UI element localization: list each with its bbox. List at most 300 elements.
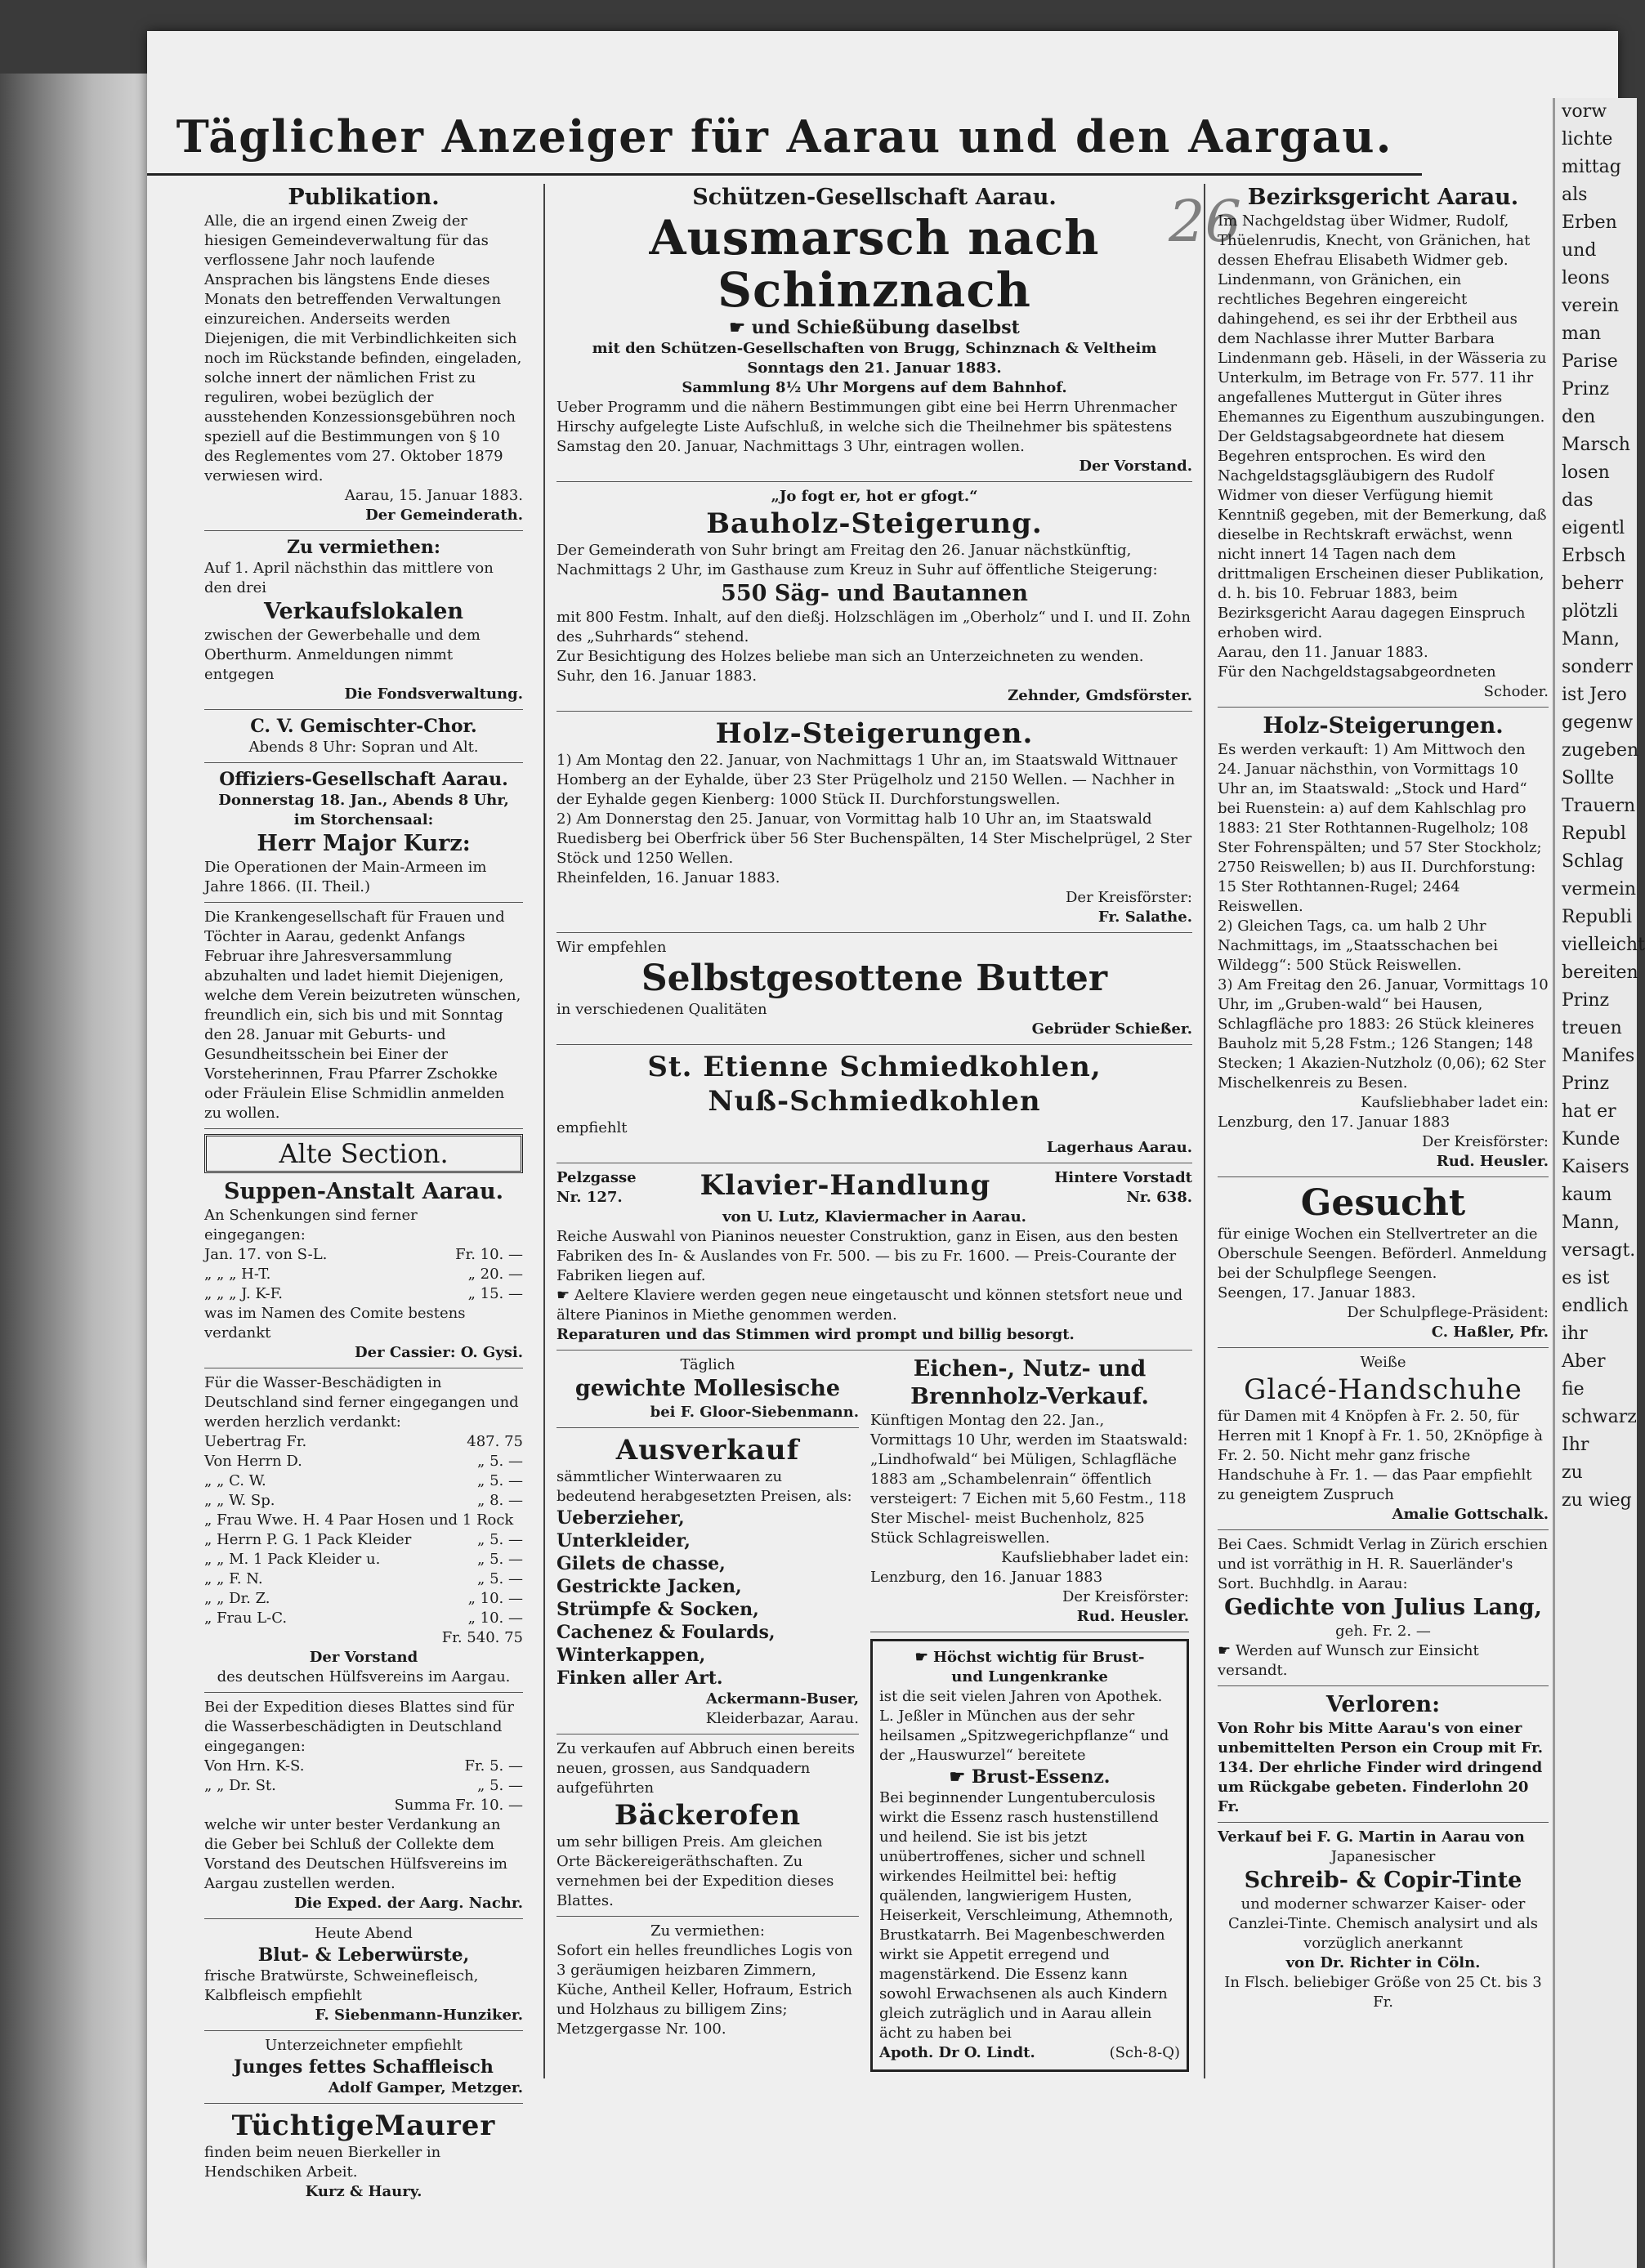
ad-title: Publikation.	[288, 185, 440, 210]
next-page-fragment: ihr	[1562, 1324, 1588, 1344]
ad-date: Lenzburg, den 16. Januar 1883	[870, 1569, 1103, 1586]
ad-body: in verschiedenen Qualitäten	[557, 1001, 767, 1018]
ad-title: Suppen-Anstalt Aarau.	[224, 1179, 503, 1204]
next-page-fragment: sonderr	[1562, 657, 1633, 677]
klavier-left-address	[557, 1168, 637, 1208]
donation-value: Fr. 5. —	[464, 1757, 523, 1775]
ad-body: Künftigen Montag den 22. Jan., Vormittags 10 Uhr, werden im Staatswald: „Lindhofwald“ bei Müligen, Schlagfläche 1883 am „Schambelenrain“ öffentlich versteigert: 7 Eichen mit 5,60 Festm., 118 Ster Mischel- meist Buchenholz, 825 Stück Schlagreiswellen.	[870, 1412, 1188, 1547]
ad-date: Lenzburg, den 17. Januar 1883	[1218, 1114, 1451, 1131]
ad-body: mit 800 Festm. Inhalt, auf den dießj. Holzschlägen im „Oberholz“ und I. und II. Zohn des „Suhrhards“ stehend.	[557, 609, 1191, 645]
next-page-fragment: gegenw	[1562, 712, 1634, 733]
address-line: Nr. 638.	[1126, 1189, 1192, 1206]
ad-signer: bei F. Gloor-Siebenmann.	[650, 1404, 859, 1421]
donation-value: „ 8. —	[477, 1492, 523, 1509]
ad-body: Bei beginnender Lungentuberculosis wirkt die Essenz rasch hustenstillend und heilend. Sie ist bis jetzt unübertroffenes, sicher und schnell wirkendes Heilmittel bei: heftig quälenden, langwierigem Husten, Heiserkeit, Verschleimung, Athemnoth, Brustkatarrh. Bei Magenbeschwerden wirkt sie Appetit erregend und magenstärkend. Die Essenz kann sowohl Erwachsenen als auch Kindern gleich zuträglich und in Aarau allein ächt zu haben bei	[879, 1789, 1173, 2042]
ad-signer: Der Kreisförster:	[1062, 1588, 1189, 1605]
next-page-fragment: Manifes	[1562, 1046, 1635, 1066]
ad-offiziers	[204, 768, 523, 903]
pointing-hand-icon: ☛	[914, 1649, 933, 1666]
donation-row	[204, 1589, 523, 1609]
carry-row	[204, 1432, 523, 1452]
ad-title: Holz-Steigerungen.	[1263, 713, 1504, 739]
next-page-fragment: zu	[1562, 1462, 1583, 1483]
ad-gesucht	[1218, 1182, 1549, 1348]
brust-footer	[879, 2043, 1180, 2063]
donation-label: „ Herrn P. G. 1 Pack Kleider	[204, 1531, 412, 1548]
ad-body: Die Operationen der Main-Armeen im Jahre 1866. (II. Theil.)	[204, 859, 487, 895]
mid-split-left	[557, 1355, 859, 2078]
ad-line: Weiße	[1360, 1354, 1406, 1371]
donation-list	[204, 1757, 523, 1796]
donation-row	[204, 1550, 523, 1569]
ad-eichen	[870, 1355, 1189, 1632]
ad-expedition	[204, 1698, 523, 1919]
ad-body: 1) Am Montag den 22. Januar, von Nachmittags 1 Uhr an, im Staatswald Wittnauer Homberg an der Eyhalde, über 23 Ster Prügelholz und 2150 Wellen. — Nachher in der Eyhalde gegen Kienberg: 1000 Stück II. Durchforstungswellen.	[557, 752, 1178, 808]
ad-body: Bei der Expedition dieses Blattes sind für die Wasserbeschädigten in Deutschland eingegangen:	[204, 1699, 515, 1755]
donation-label: „ „ C. W.	[204, 1472, 266, 1489]
next-page-fragment: Kunde	[1562, 1129, 1620, 1150]
donation-value: „ 10. —	[467, 1609, 523, 1627]
ad-body: Im Nachgeldstag über Widmer, Rudolf, Thüelenrudis, Knecht, von Gränichen, hat dessen Ehefrau Elisabeth Widmer geb. Lindenmann, von Gränichen, ein rechtliches Begehren eingereicht dahingehend, es sei ihr der Erbtheil aus dem Nachlasse ihrer Mutter Barbara Lindenmann geb. Häseli, in der Wässeria zu Unterkulm, im Betrage von Fr. 577. 11 ihr angefallenes Muttergut in Güter ihres Ehemannes zu Eigenthum auszubingungen. Der Geldstagsabgeordnete hat diesem Begehren entsprochen. Es wird den Nachgeldstagsgläubigern des Rudolf Widmer von dieser Verfügung hiemit Kenntniß gegeben, mit der Bemerkung, daß dieselbe in Rechtskraft erwächst, wenn nicht innert 14 Tagen nach dem drittmaligen Erscheinen dieser Publikation, d. h. bis 10. Februar 1883, beim Bezirksgericht Aarau dagegen Einspruch erhoben wird.	[1218, 212, 1547, 641]
ad-body: für Damen mit 4 Knöpfen à Fr. 2. 50, für Herren mit 1 Knopf à Fr. 1. 50, 2Knöpfige à Fr. 2. 50. Nicht mehr ganz frische Handschuhe à Fr. 1. — das Paar empfiehlt zu geneigtem Zuspruch	[1218, 1408, 1544, 1503]
ad-body: was im Namen des Comite bestens verdankt	[204, 1305, 466, 1342]
donation-label: „ „ Dr. St.	[204, 1777, 276, 1794]
ad-title: Eichen-, Nutz- und Brennholz-Verkauf.	[910, 1356, 1149, 1409]
ad-body: Auf 1. April nächsthin das mittlere von den drei	[204, 560, 494, 596]
donation-value: „ 5. —	[477, 1570, 523, 1587]
ad-signer: Zehnder, Gmdsförster.	[1008, 687, 1192, 704]
ad-wasser	[204, 1373, 523, 1693]
ad-headline-text: Brust-Essenz.	[971, 1766, 1111, 1788]
next-page-fragment: Sollte	[1562, 768, 1615, 788]
ad-vermiethen2	[557, 1922, 859, 2044]
ad-butter	[557, 938, 1192, 1045]
ad-title: Gedichte von Julius Lang,	[1224, 1595, 1542, 1620]
ad-signer: Lagerhaus Aarau.	[1046, 1139, 1192, 1156]
ad-line: Donnerstag 18. Jan., Abends 8 Uhr,	[218, 792, 509, 809]
page-number: 26	[1169, 188, 1242, 255]
ad-body: Zu verkaufen auf Abbruch einen bereits neuen, grossen, aus Sandquadern aufgeführten	[557, 1740, 856, 1797]
ad-body: Es werden verkauft: 1) Am Mittwoch den 24. Januar nächsthin, von Vormittags 10 Uhr an, im Staatswald: „Stock und Hard“ bei Ruenstein: a) auf dem Kahlschlag pro 1883: 21 Ster Rothtannen-Rugelholz; 108 Ster Fohrenspälten; und 57 Ster Stockholz; 2750 Reiswellen; b) aus II. Durchforstung: 15 Ster Rothtannen-Rugel; 2464 Reiswellen.	[1218, 741, 1542, 915]
ad-vermiethen	[204, 536, 523, 710]
ad-body: welche wir unter bester Verdankung an die Geber bei Schluß der Collekte dem Vorstand des Deutschen Hülfsvereins im Aargau zustellen werden.	[204, 1816, 507, 1892]
ad-title: Verloren:	[1325, 1692, 1441, 1717]
donation-value: „ 5. —	[477, 1472, 523, 1489]
next-page-fragment: Prinz	[1562, 990, 1610, 1011]
next-page-fragment: Schlag	[1562, 851, 1624, 872]
ad-brust-essenz	[870, 1639, 1189, 2072]
ad-title: Bezirksgericht Aarau.	[1247, 185, 1519, 210]
donation-value: „ 5. —	[477, 1453, 523, 1470]
ad-signer: Rud. Heusler.	[1076, 1608, 1189, 1625]
ad-line: Japanesischer	[1330, 1848, 1436, 1865]
ad-title: Glacé-Handschuhe	[1244, 1373, 1522, 1406]
next-page-fragment: beherr	[1562, 574, 1624, 594]
ad-body: für einige Wochen ein Stellvertreter an die Oberschule Seengen. Beförderl. Anmeldung bei der Schulpflege Seengen.	[1218, 1226, 1547, 1282]
ad-body: An Schenkungen sind ferner eingegangen:	[204, 1207, 418, 1243]
klavier-header	[557, 1168, 1192, 1208]
ad-title: Bäckerofen	[614, 1799, 802, 1832]
ad-body: und moderner schwarzer Kaiser- oder Canzlei-Tinte. Chemisch analysirt und als vorzüglich anerkannt	[1227, 1895, 1539, 1952]
next-page-fragment: Trauern	[1562, 796, 1636, 816]
ad-title: gewichte Mollesische	[574, 1376, 841, 1401]
ad-glace	[1218, 1353, 1549, 1530]
ad-title: Gesucht	[1300, 1182, 1466, 1224]
donation-row	[204, 1511, 523, 1530]
ad-signer: Der Kreisförster:	[1421, 1133, 1549, 1150]
next-page-fragment: hat er	[1562, 1101, 1616, 1122]
ad-body: Reiche Auswahl von Pianinos neuester Construktion, ganz in Eisen, aus den besten Fabriken des In- & Auslandes von Fr. 500. — bis zu Fr. 1600. — Preis-Courante der Fabriken liegen auf.	[557, 1228, 1178, 1284]
ad-holz-right	[1218, 712, 1549, 1177]
ad-fist-line	[557, 1286, 1192, 1325]
next-page-fragment: mittag	[1562, 157, 1621, 177]
ad-motto: „Jo fogt er, hot er gfogt.“	[771, 488, 978, 505]
donation-label: „ „ „ J. K-F.	[204, 1285, 284, 1302]
donation-label: „ Frau L-C.	[204, 1609, 288, 1627]
ad-title: und Lungenkranke	[951, 1668, 1108, 1685]
ad-body: 2) Gleichen Tags, ca. um halb 2 Uhr Nachmittags, im „Staatsschachen bei Wildegg“: 500 Stück Reiswellen.	[1218, 917, 1498, 974]
donation-row	[204, 1491, 523, 1511]
next-page-fragment: zu wieg	[1562, 1490, 1632, 1511]
item-list	[557, 1507, 859, 1690]
ad-body: 3) Am Freitag den 26. Januar, Vormittags 10 Uhr, im „Gruben-wald“ bei Hausen, Schlagfläche pro 1883: 26 Stück kleineres Bauholz mit 5,28 Fstm.; 126 Stangen; 148 Stecken; 1 Akazien-Nutzholz (0,06); 62 Ster Mischelkenreis zu Besen.	[1218, 976, 1549, 1092]
next-page-fragment: Republi	[1562, 907, 1632, 927]
ad-bezirksgericht	[1218, 184, 1549, 708]
ad-headline: Verkaufslokalen	[263, 599, 464, 624]
ad-kranken	[204, 908, 523, 1129]
donation-value: „ 15. —	[467, 1285, 523, 1302]
next-page-edge	[1553, 98, 1645, 2268]
ad-date: Aarau, den 11. Januar 1883.	[1218, 644, 1428, 661]
ad-kohlen	[557, 1050, 1192, 1163]
ad-line: Verkauf bei F. G. Martin in Aarau von	[1218, 1828, 1525, 1846]
ad-title: Ausmarsch nach Schinznach	[649, 210, 1100, 318]
donation-label: „ Frau Wwe. H. 4 Paar Hosen und 1 Rock	[204, 1511, 514, 1529]
ad-date: Seengen, 17. Januar 1883.	[1218, 1284, 1416, 1301]
ad-total: Summa Fr. 10. —	[394, 1797, 523, 1814]
ad-body: Bei Caes. Schmidt Verlag in Zürich erschien und ist vorräthig in H. R. Sauerländer's Sort. Buchhdlg. in Aarau:	[1218, 1536, 1548, 1592]
ad-line: Kaufsliebhaber ladet ein:	[1001, 1549, 1189, 1566]
ad-line: Heute Abend	[315, 1925, 413, 1942]
ad-schuetzen	[557, 184, 1192, 482]
ad-signer: Kleiderbazar, Aarau.	[705, 1710, 859, 1727]
donation-label: „ „ Dr. Z.	[204, 1590, 270, 1607]
next-page-fragment: Mann,	[1562, 629, 1620, 650]
next-page-fragment: Erben	[1562, 212, 1617, 233]
ad-molle	[557, 1355, 859, 1428]
next-page-fragment: fie	[1562, 1379, 1585, 1400]
next-page-fragment: Aber	[1562, 1351, 1606, 1372]
mid-split	[557, 1355, 1192, 2078]
ad-society: Schützen-Gesellschaft Aarau.	[692, 185, 1057, 210]
ad-line: Sammlung 8½ Uhr Morgens auf dem Bahnhof.	[682, 379, 1067, 396]
next-page-fragment: und	[1562, 240, 1597, 261]
ad-title: Offiziers-Gesellschaft Aarau.	[219, 769, 508, 790]
ad-signer: Adolf Gamper, Metzger.	[328, 2079, 523, 2096]
ad-line: Kaufsliebhaber ladet ein:	[1361, 1094, 1549, 1111]
ad-publikation	[204, 184, 523, 531]
pointing-hand-icon: ☛	[1218, 1642, 1236, 1659]
next-page-fragment: verein	[1562, 296, 1620, 316]
next-page-fragment: Ihr	[1562, 1435, 1589, 1455]
next-page-fragment: man	[1562, 324, 1602, 344]
donation-list	[204, 1245, 523, 1304]
ad-total: Fr. 540. 75	[441, 1629, 523, 1646]
donation-value: „ 5. —	[477, 1777, 523, 1794]
next-page-fragment: Kaisers	[1562, 1157, 1629, 1177]
ad-subtitle	[557, 316, 1192, 339]
ad-title: Blut- & Leberwürste,	[257, 1944, 470, 1966]
ad-body: Werden auf Wunsch zur Einsicht versandt.	[1218, 1642, 1479, 1679]
ad-signer: Der Kreisförster:	[1065, 889, 1192, 906]
ad-maurer	[204, 2109, 523, 2207]
carry-label: Uebertrag Fr.	[204, 1433, 307, 1450]
next-page-fragment: den	[1562, 407, 1596, 427]
ad-body: Zur Besichtigung des Holzes beliebe man sich an Unterzeichneten zu wenden.	[557, 648, 1144, 665]
ad-line: Täglich	[680, 1356, 735, 1373]
alte-section-box: Alte Section.	[204, 1134, 523, 1173]
mid-split-right	[870, 1355, 1189, 2078]
ad-line: Sonntags den 21. Januar 1883.	[747, 359, 1002, 377]
pointing-hand-icon: ☛	[949, 1766, 972, 1788]
next-page-fragment: plötzli	[1562, 601, 1618, 622]
ad-title: Holz-Steigerungen.	[715, 717, 1034, 750]
ausverkauf-item: Finken aller Art.	[557, 1668, 723, 1689]
next-page-fragment: Prinz	[1562, 1074, 1610, 1094]
ad-body: 2) Am Donnerstag den 25. Januar, von Vormittag halb 10 Uhr an, im Staatswald Ruedisberg bei Oberfrick über 56 Ster Buchenspälten, 14 Ster Mischelprügel, 2 Ster Stöck und 1250 Wellen.	[557, 810, 1192, 867]
next-page-fragment: treuen	[1562, 1018, 1622, 1038]
ad-chor	[204, 715, 523, 763]
left-column	[204, 184, 523, 2212]
ad-title: Zu vermiethen:	[287, 537, 440, 558]
ad-signer: Der Cassier: O. Gysi.	[355, 1344, 523, 1361]
ad-title: Bauholz-Steigerung.	[706, 507, 1043, 540]
ad-body: Aeltere Klaviere werden gegen neue eingetauscht und können stetsfort neue und ältere Pianinos in Miethe genommen werden.	[557, 1287, 1183, 1324]
donation-value: „ 5. —	[477, 1551, 523, 1568]
ad-code: (Sch-8-Q)	[1109, 2044, 1180, 2061]
ad-body: Sofort ein helles freundliches Logis von 3 geräumigen heizbaren Zimmern, Küche, Antheil Keller, Hofraum, Estrich und Holzhaus zu billigem Zins; Metzgergasse Nr. 100.	[557, 1942, 853, 2038]
next-page-fragment: das	[1562, 490, 1594, 511]
ad-body: zwischen der Gewerbehalle und dem Oberthurm. Anmeldungen nimmt entgegen	[204, 627, 481, 683]
donation-row	[204, 1284, 523, 1304]
right-column	[1218, 184, 1549, 2022]
next-page-fragment: leons	[1562, 268, 1610, 288]
next-page-fragment: als	[1562, 185, 1588, 205]
donation-label: „ „ „ H-T.	[204, 1266, 271, 1283]
ausverkauf-item: Ueberzieher,	[557, 1507, 685, 1529]
ad-title: Zu vermiethen:	[650, 1922, 765, 1940]
donation-label: „ „ M. 1 Pack Kleider u.	[204, 1551, 381, 1568]
ad-date: Aarau, 15. Januar 1883.	[344, 487, 523, 504]
ausverkauf-item: Cachenez & Foulards,	[557, 1622, 776, 1643]
next-page-fragment: Marsch	[1562, 435, 1630, 455]
next-page-fragment: vermein	[1562, 879, 1637, 900]
ad-headline: Herr Major Kurz:	[257, 831, 471, 856]
ad-title	[879, 1648, 1180, 1668]
ad-verloren	[1218, 1691, 1549, 1823]
ad-line: von Dr. Richter in Cöln.	[1285, 1954, 1481, 1971]
ad-tinte	[1218, 1828, 1549, 2017]
ad-line: von U. Lutz, Klaviermacher in Aarau.	[722, 1208, 1026, 1226]
ad-klavier	[557, 1168, 1192, 1351]
ausverkauf-item: Gestrickte Jacken,	[557, 1576, 742, 1597]
ad-signer: Gebrüder Schießer.	[1031, 1020, 1192, 1038]
next-page-fragment: vielleicht	[1562, 935, 1645, 955]
address-line: Nr. 127.	[557, 1189, 623, 1206]
ad-signer: des deutschen Hülfsvereins im Aargau.	[217, 1668, 511, 1685]
ad-signer: Die Exped. der Aarg. Nachr.	[293, 1895, 523, 1912]
ausverkauf-item: Gilets de chasse,	[557, 1553, 726, 1574]
ausverkauf-item: Unterkleider,	[557, 1530, 691, 1551]
donation-row	[204, 1776, 523, 1796]
ad-body: Die Krankengesellschaft für Frauen und Töchter in Aarau, gedenkt Anfangs Februar ihre Jahresversammlung abzuhalten und ladet hiemit Diejenigen, welche dem Verein beizutreten wünschen, freundlich ein, sich bis und mit Sonntag den 28. Januar mit Geburts- und Gesundheitsschein bei Einer der Vorsteherinnen, Frau Pfarrer Zschokke oder Fräulein Elise Schmidlin anmelden zu wollen.	[204, 909, 521, 1122]
ad-baeckerofen	[557, 1739, 859, 1917]
ad-fist-line	[1218, 1641, 1549, 1681]
donation-label: Jan. 17. von S-L.	[204, 1246, 328, 1263]
donation-row	[204, 1609, 523, 1628]
ad-signer: F. Siebenmann-Hunziker.	[315, 2007, 523, 2024]
ad-date: Suhr, den 16. Januar 1883.	[557, 667, 758, 685]
next-page-fragment: es ist	[1562, 1268, 1610, 1288]
ad-title: TüchtigeMaurer	[231, 2110, 496, 2142]
ad-schaf	[204, 2036, 523, 2104]
pointing-hand-icon: ☛	[729, 317, 752, 338]
ad-body: Von Rohr bis Mitte Aarau's von einer unbemittelten Person ein Croup mit Fr. 134. Der ehrliche Finder wird dringend um Rückgabe gebeten. Finderlohn 20 Fr.	[1218, 1720, 1544, 1815]
ad-title: Junges fettes Schaffleisch	[234, 2056, 494, 2078]
ad-signer: Der Gemeinderath.	[365, 507, 523, 524]
ad-holz-mid	[557, 717, 1192, 933]
ad-signer: Die Fondsverwaltung.	[344, 685, 523, 703]
ad-signer: Der Schulpflege-Präsident:	[1347, 1304, 1549, 1321]
ad-body: finden beim neuen Bierkeller in Hendschiken Arbeit.	[204, 2144, 441, 2181]
donation-value: „ 5. —	[477, 1531, 523, 1548]
book-edge	[0, 74, 155, 2268]
donation-row	[204, 1245, 523, 1265]
next-page-fragments	[1555, 98, 1645, 1515]
ausverkauf-item: Strümpfe & Socken,	[557, 1599, 759, 1620]
donation-label: „ „ W. Sp.	[204, 1492, 275, 1509]
ad-body: Der Gemeinderath von Suhr bringt am Freitag den 26. Januar nächstkünftig, Nachmittags 2 Uhr, im Gasthause zum Kreuz in Suhr auf öffentliche Steigerung:	[557, 542, 1158, 578]
ad-signer: C. Haßler, Pfr.	[1431, 1324, 1549, 1341]
next-page-fragment: Mann,	[1562, 1212, 1620, 1233]
ad-line: Unterzeichneter empfiehlt	[265, 2037, 463, 2054]
donation-row	[204, 1757, 523, 1776]
ad-title-text: Höchst wichtig für Brust-	[932, 1649, 1145, 1666]
ad-wurst	[204, 1924, 523, 2031]
ad-title: C. V. Gemischter-Chor.	[250, 716, 477, 737]
ad-date: Rheinfelden, 16. Januar 1883.	[557, 869, 780, 886]
ad-body: ist die seit vielen Jahren von Apothek. L. Jeßler in München aus der sehr heilsamen „Spitzwegerichpflanze“ und der „Hauswurzel“ bereitete	[879, 1688, 1169, 1764]
donation-row	[204, 1471, 523, 1491]
donation-row	[204, 1569, 523, 1589]
ad-body: Reparaturen und das Stimmen wird prompt und billig besorgt.	[557, 1326, 1075, 1343]
next-page-fragment: eigentl	[1562, 518, 1625, 538]
next-page-fragment: vorw	[1562, 101, 1607, 122]
pointing-hand-icon: ☛	[557, 1287, 574, 1304]
ad-signer: Fr. Salathe.	[1097, 909, 1192, 926]
ad-body: um sehr billigen Preis. Am gleichen Orte Bäckereigeräthschaften. Zu vernehmen bei der Expedition dieses Blattes.	[557, 1833, 834, 1909]
ad-line: Wir empfehlen	[557, 939, 667, 956]
donation-row	[204, 1530, 523, 1550]
next-page-fragment: zugeben	[1562, 740, 1639, 761]
ad-gedichte	[1218, 1535, 1549, 1686]
ad-title: Nuß-Schmiedkohlen	[708, 1085, 1041, 1118]
ad-price: In Flsch. beliebiger Größe von 25 Ct. bis 3 Fr.	[1224, 1974, 1542, 2011]
next-page-fragment: schwarz	[1562, 1407, 1637, 1427]
ad-title: Selbstgesottene Butter	[641, 958, 1108, 999]
next-page-fragment: losen	[1562, 462, 1610, 483]
donation-row	[204, 1452, 523, 1471]
next-page-fragment: ist Jero	[1562, 685, 1627, 705]
address-line: Hintere Vorstadt	[1054, 1169, 1192, 1186]
ad-ausverkauf	[557, 1433, 859, 1734]
ad-signer: Kurz & Haury.	[305, 2183, 422, 2200]
next-page-fragment: Erbsch	[1562, 546, 1626, 566]
donation-label: „ „ F. N.	[204, 1570, 263, 1587]
ad-price: geh. Fr. 2. —	[1335, 1623, 1431, 1640]
ad-signer: Der Vorstand.	[1079, 458, 1192, 475]
ad-signer: Ackermann-Buser,	[705, 1690, 859, 1708]
ad-body: sämmtlicher Winterwaaren zu bedeutend herabgesetzten Preisen, als:	[557, 1468, 852, 1505]
ad-title: Klavier-Handlung	[700, 1169, 991, 1202]
ad-body: Ueber Programm und die nähern Bestimmungen gibt eine bei Herrn Uhrenmacher Hirschy aufgelegte Liste Aufschluß, in welche sich die Theilnehmer bis spätestens Samstag den 20. Januar, Nachmittags 3 Uhr, eintragen wollen.	[557, 399, 1178, 455]
next-page-fragment: Prinz	[1562, 379, 1610, 400]
masthead-rule	[147, 173, 1422, 176]
ad-signer: Apoth. Dr O. Lindt.	[879, 2044, 1035, 2061]
masthead: Täglicher Anzeiger für Aarau und den Aargau.	[176, 110, 1393, 163]
donation-value: „ 20. —	[467, 1266, 523, 1283]
next-page-fragment: bereiten	[1562, 962, 1638, 983]
next-page-fragment: lichte	[1562, 129, 1613, 150]
ad-signer: Der Vorstand	[309, 1649, 418, 1666]
ad-bauholz	[557, 487, 1192, 712]
middle-column	[543, 184, 1205, 2078]
next-page-fragment: Republ	[1562, 824, 1626, 844]
next-page-fragment: endlich	[1562, 1296, 1629, 1316]
ad-line: empfiehlt	[557, 1119, 628, 1136]
ad-headline	[879, 1766, 1180, 1788]
ad-signer: Amalie Gottschalk.	[1392, 1506, 1549, 1523]
donation-label: Von Herrn D.	[204, 1453, 302, 1470]
ad-signer: Für den Nachgeldstagsabgeordneten	[1218, 663, 1496, 681]
address-line: Pelzgasse	[557, 1169, 637, 1186]
donation-label: Von Hrn. K-S.	[204, 1757, 305, 1775]
next-page-fragment: kaum	[1562, 1185, 1612, 1205]
ad-body: Für die Wasser-Beschädigten in Deutschland sind ferner eingegangen und werden herzlich verdankt:	[204, 1374, 519, 1431]
next-page-fragment: Parise	[1562, 351, 1618, 372]
ausverkauf-item: Winterkappen,	[557, 1645, 706, 1666]
ad-line: im Storchensaal:	[293, 811, 434, 828]
ad-signer: Rud. Heusler.	[1436, 1153, 1549, 1170]
ad-body: Alle, die an irgend einen Zweig der hiesigen Gemeindeverwaltung für das verflossene Jahr noch laufende Ansprachen bis längstens Ende dieses Monats den betreffenden Verwaltungen einzureichen. Anderseits werden Diejenigen, die mit Verbindlichkeiten sich noch im Rückstande befinden, eingeladen, solche innert der nämlichen Frist zu reguliren, wobei bezüglich der ausstehenden Konzessionsgebühren noch speziell auf die Bestimmungen von § 10 des Reglementes vom 27. Oktober 1879 verwiesen wird.	[204, 212, 522, 484]
ad-line: mit den Schützen-Gesellschaften von Brugg, Schinznach & Veltheim	[592, 340, 1157, 357]
ad-subtitle-text: und Schießübung daselbst	[751, 317, 1020, 338]
klavier-right-address	[1054, 1168, 1192, 1208]
donation-row	[204, 1265, 523, 1284]
ad-title: St. Etienne Schmiedkohlen,	[647, 1051, 1102, 1083]
ad-title: Schreib- & Copir-Tinte	[1244, 1868, 1522, 1893]
next-page-fragment: versagt.	[1562, 1240, 1636, 1261]
ad-signer: Schoder.	[1483, 683, 1549, 700]
ad-title: Ausverkauf	[615, 1434, 800, 1467]
donation-value: Fr. 10. —	[455, 1246, 523, 1263]
carry-value: 487. 75	[467, 1433, 523, 1450]
ad-suppen	[204, 1178, 523, 1368]
ad-headline: 550 Säg- und Bautannen	[721, 581, 1028, 606]
donation-list	[204, 1452, 523, 1628]
ad-body: frische Bratwürste, Schweinefleisch, Kalbfleisch empfiehlt	[204, 1967, 479, 2004]
donation-value: „ 10. —	[467, 1590, 523, 1607]
